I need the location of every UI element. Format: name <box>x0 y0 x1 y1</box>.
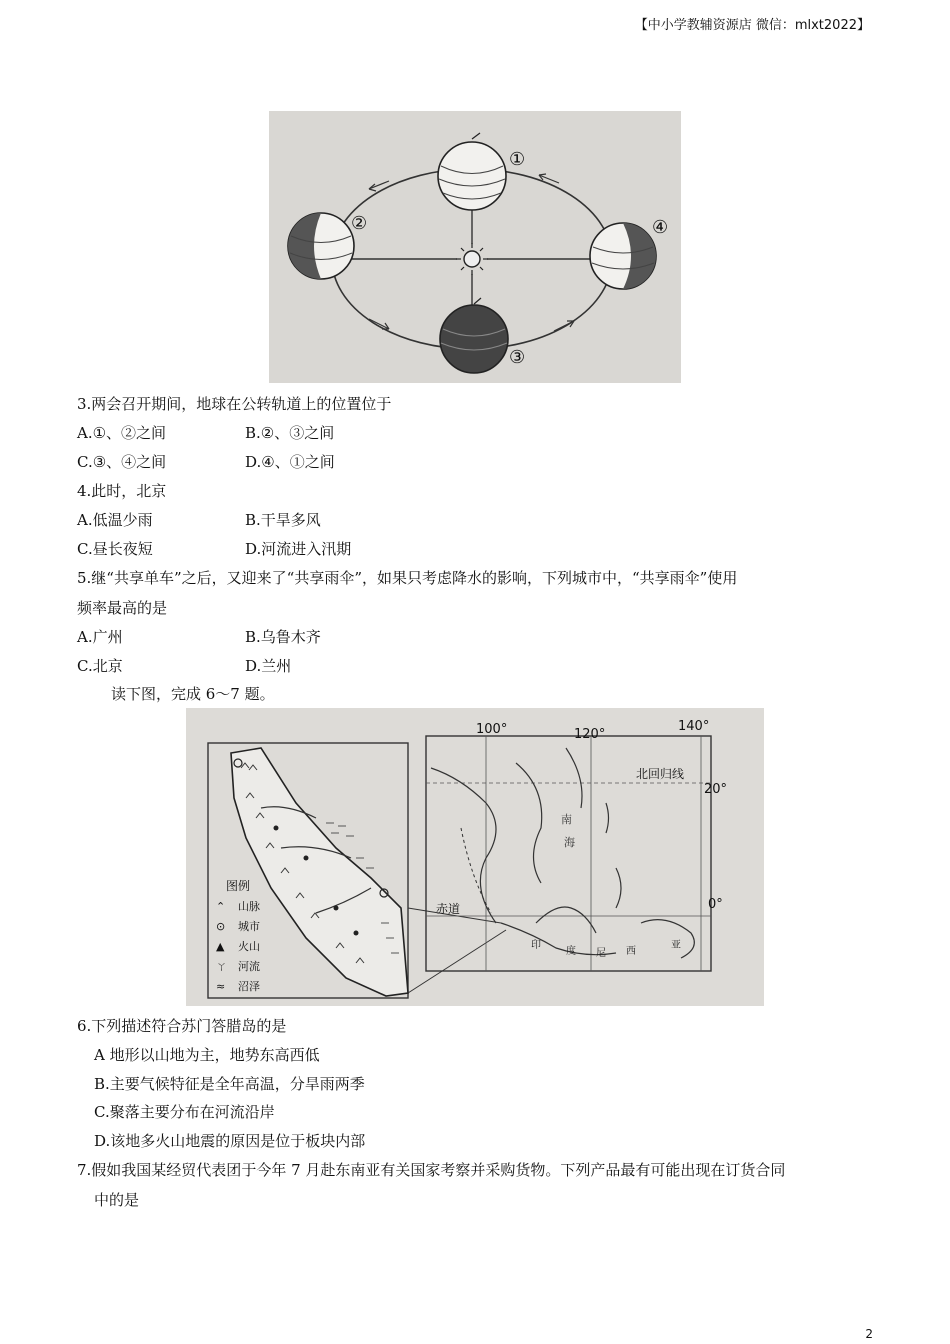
equator-label: 赤道 <box>436 902 461 916</box>
island-label-3: 尼 <box>596 948 606 959</box>
q3-option-a: A.①、②之间 <box>77 424 167 442</box>
island-label-4: 西 <box>626 946 636 957</box>
island-label-1: 印 <box>531 940 541 951</box>
question-3-stem: 3.两会召开期间，地球在公转轨道上的位置位于 <box>77 395 392 413</box>
legend-city: 城市 <box>238 920 260 933</box>
legend-title: 图例 <box>226 879 251 893</box>
q4-option-b: B.干旱多风 <box>245 511 321 529</box>
q4-option-d: D.河流进入汛期 <box>245 540 352 558</box>
earth-orbit-figure <box>269 111 681 383</box>
lat-0: 0° <box>708 897 723 912</box>
legend-volcano-symbol: ▲ <box>216 940 225 953</box>
label-position-3: ③ <box>509 347 526 368</box>
q3-option-d: D.④、①之间 <box>245 453 335 471</box>
question-4-stem: 4.此时，北京 <box>77 482 167 500</box>
legend-city-symbol: ⊙ <box>216 920 226 933</box>
page-header: 【中小学教辅资源店 微信：mlxt2022】 <box>634 18 870 33</box>
q6-option-a: A 地形以山地为主，地势东高西低 <box>94 1046 320 1064</box>
q3-option-b: B.②、③之间 <box>245 424 335 442</box>
q3-option-c: C.③、④之间 <box>77 453 167 471</box>
question-7-stem-line2: 中的是 <box>94 1191 140 1209</box>
page-number: 2 <box>865 1327 873 1341</box>
q5-option-d: D.兰州 <box>245 657 292 675</box>
legend-swamp: 沼泽 <box>238 980 260 993</box>
lon-120: 120° <box>574 727 606 742</box>
lat-20: 20° <box>704 782 728 797</box>
question-5-stem-line1: 5.继“共享单车”之后，又迎来了“共享雨伞”，如果只考虑降水的影响，下列城市中，“共享雨伞”使用 <box>77 569 738 587</box>
label-position-4: ④ <box>652 217 669 238</box>
q5-option-b: B.乌鲁木齐 <box>245 628 321 646</box>
legend-river: 河流 <box>238 960 260 973</box>
tropic-label: 北回归线 <box>636 767 685 781</box>
q4-option-c: C.昼长夜短 <box>77 540 153 558</box>
island-label-2: 度 <box>566 946 576 957</box>
q5-option-a: A.广州 <box>77 628 123 646</box>
lon-100: 100° <box>476 722 508 737</box>
q6-option-d: D.该地多火山地震的原因是位于板块内部 <box>94 1132 366 1150</box>
island-label-5: 亚 <box>671 940 681 951</box>
q4-option-a: A.低温少雨 <box>77 511 153 529</box>
legend-mountain-symbol: ⌃ <box>216 900 226 913</box>
sea-label-hai: 海 <box>564 836 575 849</box>
q6-option-b: B.主要气候特征是全年高温，分旱雨两季 <box>94 1075 365 1093</box>
southeast-asia-map-figure <box>186 708 764 1006</box>
lon-140: 140° <box>678 719 710 734</box>
question-7-stem-line1: 7.假如我国某经贸代表团于今年 7 月赴东南亚有关国家考察并采购货物。下列产品最有可能出现在订货合同 <box>77 1161 786 1179</box>
q5-option-c: C.北京 <box>77 657 123 675</box>
legend-mountain: 山脉 <box>238 900 260 913</box>
read-instruction: 读下图，完成 6～7 题。 <box>111 685 275 703</box>
label-position-2: ② <box>351 213 368 234</box>
question-5-stem-line2: 频率最高的是 <box>77 599 168 617</box>
legend-river-symbol: ㄚ <box>216 960 227 973</box>
question-6-stem: 6.下列描述符合苏门答腊岛的是 <box>77 1017 287 1035</box>
globe-position-2 <box>288 213 354 279</box>
globe-position-4 <box>590 223 656 289</box>
label-position-1: ① <box>509 149 526 170</box>
q6-option-c: C.聚落主要分布在河流沿岸 <box>94 1103 275 1121</box>
legend-swamp-symbol: ≈ <box>216 980 226 993</box>
legend-volcano: 火山 <box>238 940 260 953</box>
sea-label-nan: 南 <box>561 813 572 826</box>
